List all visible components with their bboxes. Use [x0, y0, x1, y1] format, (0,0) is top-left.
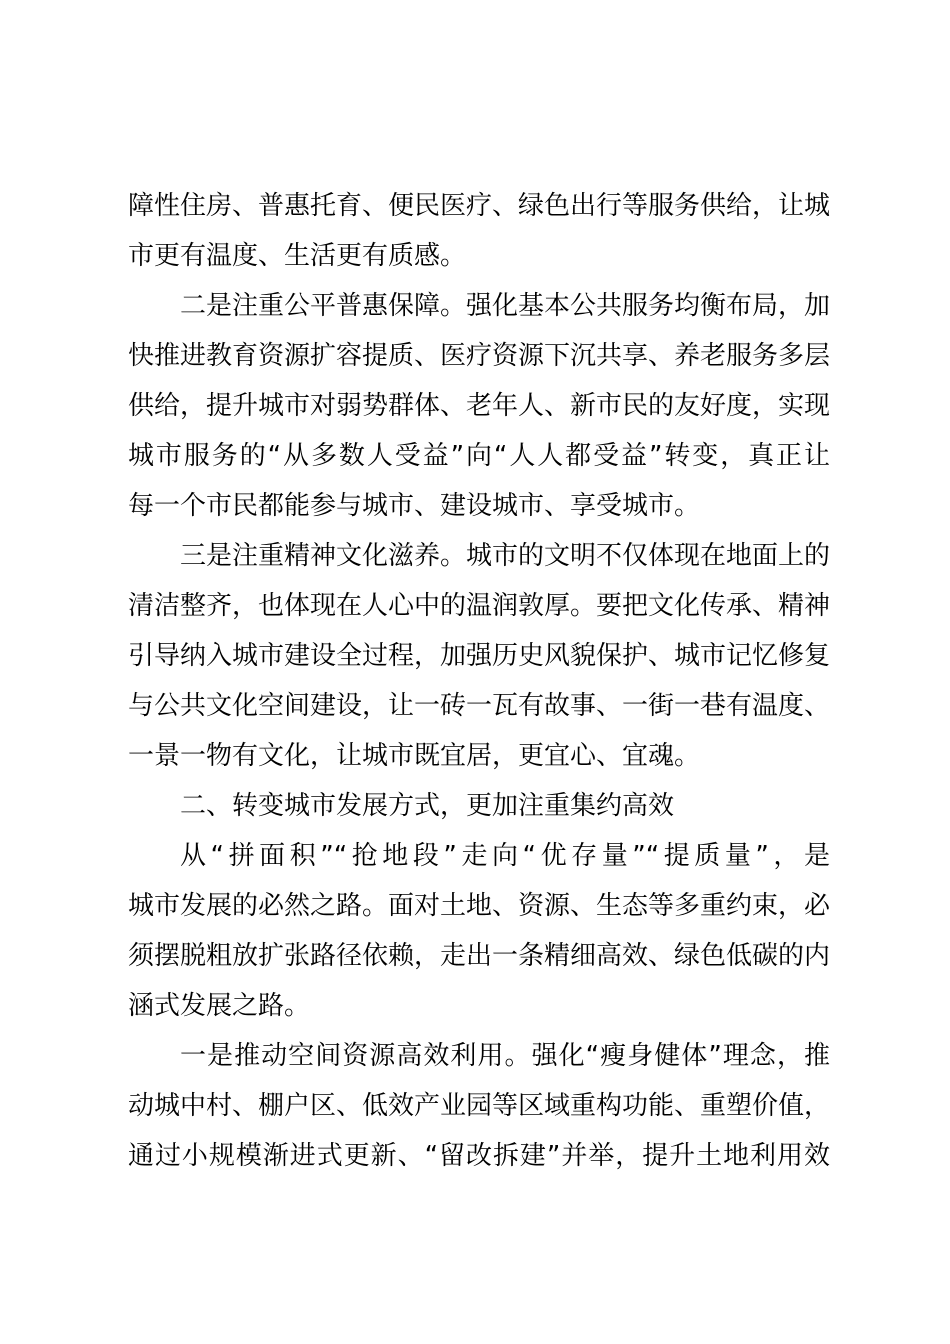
text-line: 一是推动空间资源高效利用。强化“瘦身健体”理念，推 — [180, 1041, 830, 1071]
section-heading: 二、转变城市发展方式，更加注重集约高效 — [180, 791, 675, 821]
text-line: 供给，提升城市对弱势群体、老年人、新市民的友好度，实现 — [128, 391, 831, 421]
text-line: 从“拼面积”“抢地段”走向“优存量”“提质量”，是 — [180, 841, 830, 871]
text-line: 二是注重公平普惠保障。强化基本公共服务均衡布局，加 — [180, 291, 831, 321]
text-line: 城市发展的必然之路。面对土地、资源、生态等多重约束，必 — [128, 891, 831, 921]
text-line: 须摆脱粗放扩张路径依赖，走出一条精细高效、绿色低碳的内 — [128, 941, 831, 971]
text-line: 涵式发展之路。 — [128, 991, 311, 1021]
text-line: 动城中村、棚户区、低效产业园等区域重构功能、重塑价值， — [128, 1091, 831, 1121]
text-line: 障性住房、普惠托育、便民医疗、绿色出行等服务供给，让城 — [128, 191, 831, 221]
text-line: 三是注重精神文化滋养。城市的文明不仅体现在地面上的 — [180, 541, 831, 571]
text-line: 通过小规模渐进式更新、“留改拆建”并举，提升土地利用效 — [128, 1141, 830, 1171]
text-line: 引导纳入城市建设全过程，加强历史风貌保护、城市记忆修复 — [128, 641, 831, 671]
text-line: 每一个市民都能参与城市、建设城市、享受城市。 — [128, 491, 701, 521]
text-line: 市更有温度、生活更有质感。 — [128, 241, 467, 271]
text-line: 清洁整齐，也体现在人心中的温润敦厚。要把文化传承、精神 — [128, 591, 831, 621]
text-line: 城市服务的“从多数人受益”向“人人都受益”转变，真正让 — [128, 441, 830, 471]
text-line: 与公共文化空间建设，让一砖一瓦有故事、一街一巷有温度、 — [128, 691, 831, 721]
text-line: 一景一物有文化，让城市既宜居，更宜心、宜魂。 — [128, 741, 701, 771]
text-line: 快推进教育资源扩容提质、医疗资源下沉共享、养老服务多层 — [128, 341, 831, 371]
